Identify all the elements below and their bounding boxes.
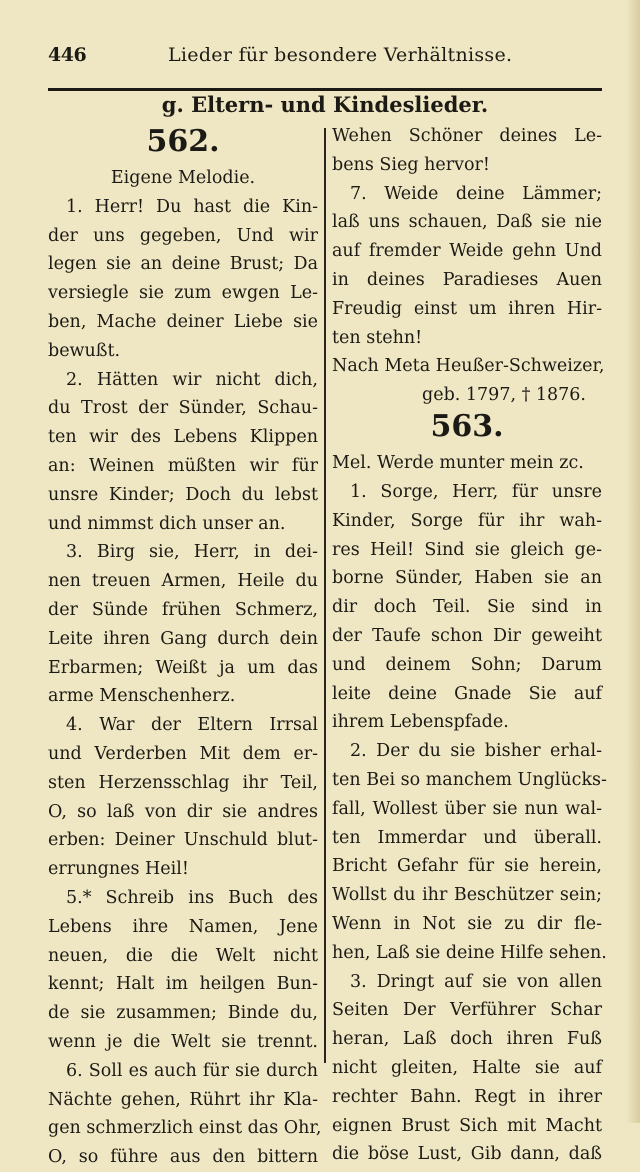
verse-line: Lebens ihre Namen, Jene bbox=[48, 916, 318, 937]
verse-line: Wollst du ihr Beschützer sein; bbox=[332, 885, 602, 906]
verse-line: heran, Laß doch ihren Fuß bbox=[332, 1029, 602, 1050]
verse-line: auf fremder Weide gehn Und bbox=[332, 241, 602, 262]
hymn-562-text bbox=[48, 193, 322, 1172]
page-number: 446 bbox=[48, 44, 87, 66]
verse-line: Seiten Der Verführer Schar bbox=[332, 1000, 602, 1021]
verse-line: 1. Sorge, Herr, für unsre bbox=[350, 481, 602, 502]
verse-line: 5.* Schreib ins Buch des bbox=[66, 887, 318, 908]
verse-line: rechter Bahn. Regt in ihrer bbox=[332, 1086, 602, 1107]
verse-line: der uns gegeben, Und wir bbox=[48, 225, 318, 246]
section-title: g. Eltern- und Kindeslieder. bbox=[161, 92, 489, 117]
verse-line: errungnes Heil! bbox=[48, 859, 189, 880]
verse-line: ben, Mache deiner Liebe sie bbox=[48, 311, 318, 332]
verse-line: unsre Kinder; Doch du lebst bbox=[48, 484, 318, 505]
verse-line: der Sünde frühen Schmerz, bbox=[48, 599, 318, 620]
verse-line: eignen Brust Sich mit Macht bbox=[332, 1115, 602, 1136]
verse-line: nicht gleiten, Halte sie auf bbox=[332, 1057, 602, 1078]
verse-line: Wehen Schöner deines Le- bbox=[332, 126, 602, 146]
verse-line: die böse Lust, Gib dann, daß bbox=[332, 1144, 602, 1165]
left-column bbox=[48, 122, 322, 1172]
verse-line: und nimmst dich unser an. bbox=[48, 513, 286, 534]
verse-line: an: Weinen müßten wir für bbox=[48, 455, 318, 476]
author-dates: geb. 1797, † 1876. bbox=[422, 385, 586, 406]
verse-line: kennt; Halt im heilgen Bun- bbox=[48, 974, 318, 995]
hymn-number-563: 563. bbox=[430, 409, 504, 445]
verse-line: ten Immerdar und überall. bbox=[332, 827, 602, 848]
verse-line: bewußt. bbox=[48, 340, 121, 361]
verse-line: 4. War der Eltern Irrsal bbox=[66, 715, 318, 736]
verse-line: und deinem Sohn; Darum bbox=[332, 654, 602, 675]
verse-line: versiegle sie zum ewgen Le- bbox=[48, 283, 318, 304]
verse-line: sten Herzensschlag ihr Teil, bbox=[48, 772, 318, 793]
verse-line: hen, Laß sie deine Hilfe sehen. bbox=[332, 942, 607, 963]
verse-line: laß uns schauen, Daß sie nie bbox=[332, 212, 602, 233]
verse-line: dir doch Teil. Sie sind in bbox=[332, 597, 602, 618]
verse-line: 7. Weide deine Lämmer; bbox=[350, 183, 602, 204]
verse-line: erben: Deiner Unschuld blut- bbox=[48, 830, 318, 851]
verse-line: wenn je die Welt sie trennt. bbox=[48, 1031, 318, 1052]
verse-line: nen treuen Armen, Heile du bbox=[48, 571, 318, 592]
melody-note-562: Eigene Melodie. bbox=[110, 168, 256, 188]
verse-line: neuen, die die Welt nicht bbox=[48, 945, 318, 966]
verse-line: res Heil! Sind sie gleich ge- bbox=[332, 539, 602, 560]
verse-line: Kinder, Sorge für ihr wah- bbox=[332, 510, 602, 531]
page-edge-shadow bbox=[626, 0, 640, 1123]
verse-line: O, so führe aus den bittern bbox=[48, 1147, 318, 1168]
verse-line: in deines Paradieses Auen bbox=[332, 269, 602, 290]
verse-line: legen sie an deine Brust; Da bbox=[48, 254, 318, 275]
verse-line: 2. Der du sie bisher erhal- bbox=[350, 741, 602, 762]
running-header bbox=[48, 44, 602, 70]
melody-note-563: Mel. Werde munter mein zc. bbox=[332, 453, 584, 474]
hymn-563-text bbox=[332, 478, 607, 1169]
verse-line: der Taufe schon Dir geweiht bbox=[332, 625, 602, 646]
verse-line: du Trost der Sünder, Schau- bbox=[48, 398, 318, 419]
verse-line: Leite ihren Gang durch dein bbox=[48, 628, 318, 649]
verse-line: Erbarmen; Weißt ja um das bbox=[48, 657, 318, 678]
verse-line: O, so laß von dir sie andres bbox=[48, 801, 318, 822]
verse-line: arme Menschenherz. bbox=[48, 686, 236, 707]
running-title: Lieder für besondere Verhältnisse. bbox=[168, 44, 513, 66]
verse-line: ihrem Lebenspfade. bbox=[332, 712, 509, 733]
verse-line: leite deine Gnade Sie auf bbox=[332, 683, 602, 704]
verse-line: ten Bei so manchem Unglücks- bbox=[332, 769, 607, 790]
verse-line: Bricht Gefahr für sie herein, bbox=[332, 856, 602, 877]
verse-line: gen schmerzlich einst das Ohr, bbox=[48, 1118, 322, 1139]
verse-line: bens Sieg hervor! bbox=[332, 154, 490, 175]
verse-line: 6. Soll es auch für sie durch bbox=[66, 1060, 318, 1081]
column-divider bbox=[324, 128, 326, 1063]
verse-line: 1. Herr! Du hast die Kin- bbox=[66, 196, 318, 217]
verse-line: 3. Dringt auf sie von allen bbox=[350, 971, 602, 992]
verse-line: Wenn in Not sie zu dir fle- bbox=[332, 913, 602, 934]
verse-line: Nächte gehen, Rührt ihr Kla- bbox=[48, 1089, 318, 1110]
hymn-number-562: 562. bbox=[146, 124, 220, 159]
author-attribution: Nach Meta Heußer-Schweizer, bbox=[332, 356, 605, 377]
header-rule bbox=[48, 88, 602, 91]
verse-line: borne Sünder, Haben sie an bbox=[332, 568, 602, 589]
verse-line: ten wir des Lebens Klippen bbox=[48, 427, 318, 448]
verse-line: 2. Hätten wir nicht dich, bbox=[66, 369, 318, 390]
verse-line: Freudig einst um ihren Hir- bbox=[332, 298, 602, 319]
verse-line: und Verderben Mit dem er- bbox=[48, 743, 318, 764]
verse-line: fall, Wollest über sie nun wal- bbox=[332, 798, 602, 819]
hymn-562-continuation bbox=[332, 122, 602, 352]
verse-line: de sie zusammen; Binde du, bbox=[48, 1003, 318, 1024]
verse-line: ten stehn! bbox=[332, 327, 423, 348]
right-column bbox=[332, 122, 607, 1169]
verse-line: 3. Birg sie, Herr, in dei- bbox=[66, 542, 318, 563]
